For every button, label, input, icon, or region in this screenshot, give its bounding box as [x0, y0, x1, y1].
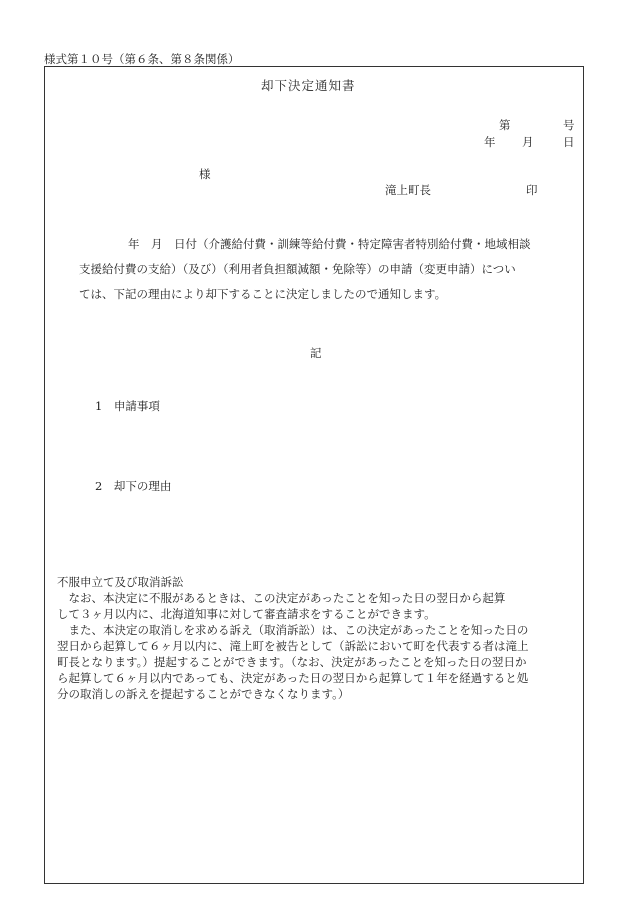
notice-line: また、本決定の取消しを求める訴え（取消訴訟）は、この決定があったことを知った日の — [57, 623, 529, 637]
body-line: ては、下記の理由により却下することに決定しましたので通知します。 — [79, 287, 447, 301]
notice-line: 翌日から起算して６ヶ月以内に、滝上町を被告として（訴訟において町を代表する者は滝上 — [57, 639, 529, 653]
issuer-name: 滝上町長 — [385, 183, 431, 197]
addressee-honorific: 様 — [199, 167, 211, 181]
notice-line: 分の取消しの訴えを提起することができなくなります。） — [57, 687, 350, 701]
notice-line: ら起算して６ヶ月以内であっても、決定があった日の翌日から起算して１年を経過すると処 — [57, 671, 529, 685]
item-application-matter: 1 申請事項 — [95, 399, 160, 413]
seal-mark: 印 — [526, 183, 538, 197]
document-frame — [44, 66, 584, 884]
date-day-label: 日 — [563, 135, 575, 149]
date-month-label: 月 — [522, 135, 534, 149]
document-title: 却下決定通知書 — [261, 78, 356, 93]
doc-number-suffix: 号 — [563, 118, 575, 132]
notice-heading: 不服申立て及び取消訴訟 — [57, 575, 184, 589]
notice-line: して３ヶ月以内に、北海道知事に対して審査請求をすることができます。 — [57, 607, 436, 621]
body-line: 年 月 日付（介護給付費・訓練等給付費・特定障害者特別給付費・地域相談 — [128, 237, 531, 251]
body-line: 支援給付費の支給）（及び）（利用者負担額減額・免除等）の申請（変更申請）につい — [79, 262, 516, 276]
doc-number-prefix: 第 — [499, 118, 511, 132]
item-rejection-reason: 2 却下の理由 — [95, 479, 172, 493]
notice-line: 町長となります。）提起することができます。（なお、決定があったことを知った日の翌日か — [57, 655, 527, 669]
date-year-label: 年 — [484, 135, 496, 149]
notice-line: なお、本決定に不服があるときは、この決定があったことを知った日の翌日から起算 — [57, 591, 506, 605]
ki-heading: 記 — [310, 346, 322, 360]
form-number: 様式第１０号（第６条、第８条関係） — [44, 52, 240, 66]
